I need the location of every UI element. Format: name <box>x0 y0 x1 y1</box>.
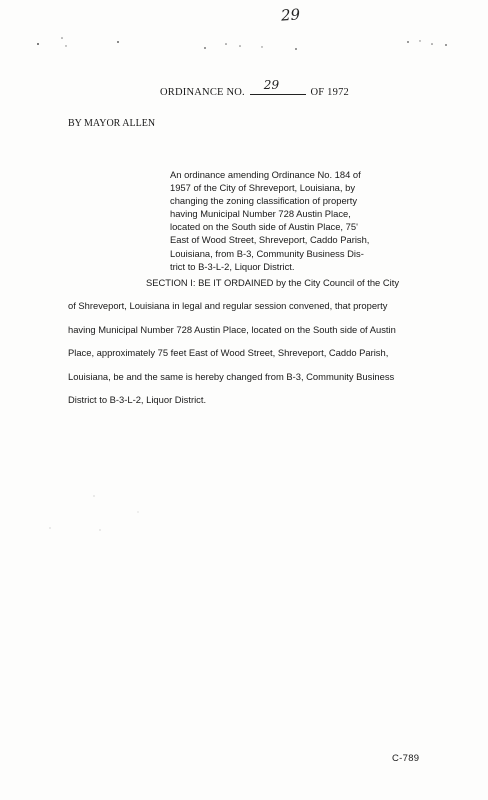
heading-prefix: ORDINANCE NO. <box>160 87 245 98</box>
summary-line: An ordinance amending Ordinance No. 184 of <box>170 169 361 180</box>
heading-suffix: OF 1972 <box>310 87 349 98</box>
ordinance-summary <box>170 168 410 273</box>
section-line: Place, approximately 75 feet East of Wood Street, Shreveport, Caddo Parish, <box>68 347 389 359</box>
ordinance-number-line <box>250 78 306 95</box>
ordinance-heading <box>160 78 349 98</box>
summary-line: changing the zoning classification of property <box>170 195 358 207</box>
scan-faint-marks <box>40 490 160 540</box>
summary-line: having Municipal Number 728 Austin Place, <box>170 208 351 220</box>
scan-specks <box>0 30 488 60</box>
section-one <box>68 276 428 416</box>
section-line: SECTION I: BE IT ORDAINED by the City Council of the City <box>146 277 400 288</box>
section-line: of Shreveport, Louisiana in legal and regular session convened, that property <box>68 300 388 312</box>
summary-line: trict to B-3-L-2, Liquor District. <box>170 260 295 272</box>
ordinance-number-handwritten: 29 <box>263 78 280 92</box>
section-line: Louisiana, be and the same is hereby changed from B-3, Community Business <box>68 370 395 382</box>
byline: BY MAYOR ALLEN <box>68 118 156 129</box>
summary-line: located on the South side of Austin Place, 75' <box>170 221 358 233</box>
summary-line: Louisiana, from B-3, Community Business Dis- <box>170 247 364 259</box>
document-code: C-789 <box>392 753 420 764</box>
summary-line: East of Wood Street, Shreveport, Caddo Parish, <box>170 234 370 246</box>
section-line: District to B-3-L-2, Liquor District. <box>68 393 207 405</box>
handwritten-page-mark: 29 <box>280 5 301 25</box>
section-line: having Municipal Number 728 Austin Place, located on the South side of Austin <box>68 323 396 335</box>
summary-line: 1957 of the City of Shreveport, Louisiana, by <box>170 182 356 194</box>
